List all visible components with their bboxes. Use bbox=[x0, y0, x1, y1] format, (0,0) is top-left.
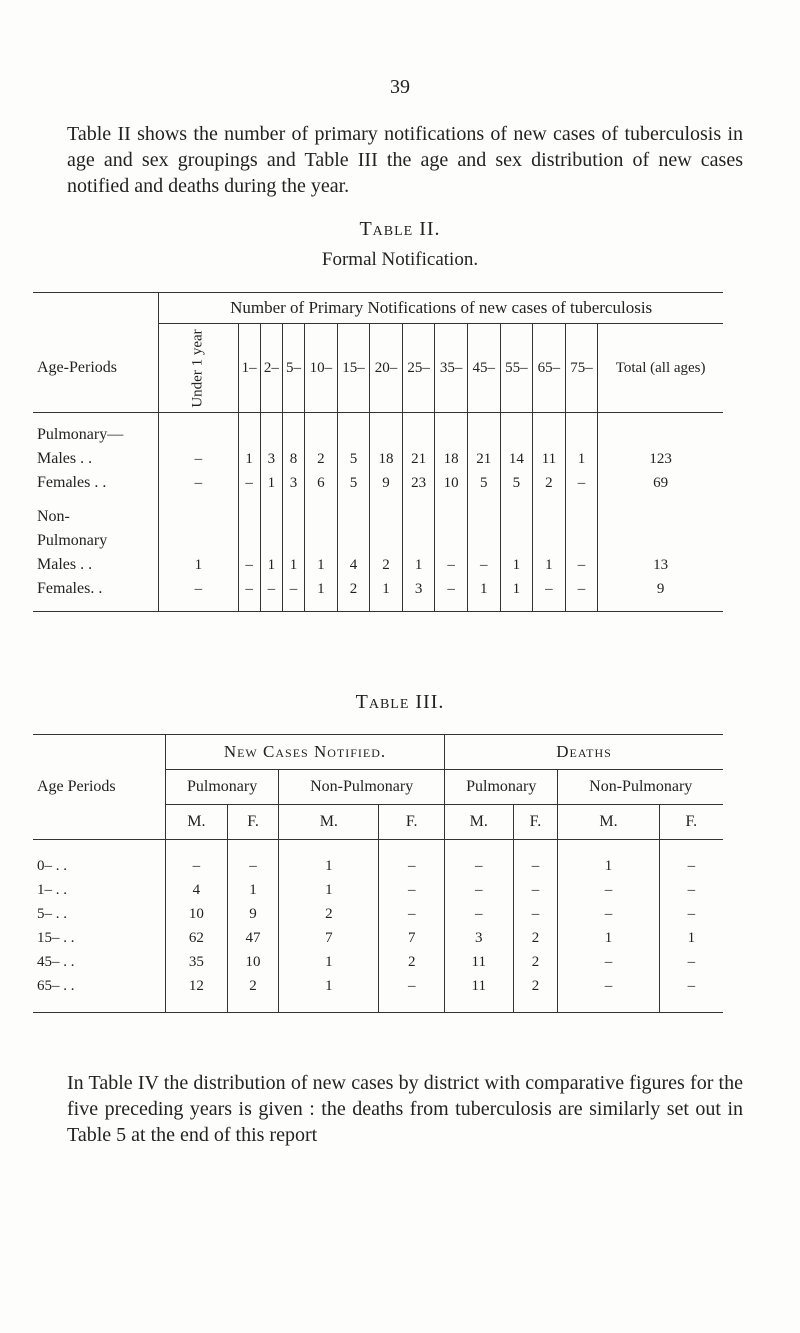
table3-row bbox=[33, 950, 723, 974]
table2-cell: 21 bbox=[402, 447, 435, 471]
table2-cell: – bbox=[565, 577, 598, 612]
table2-cell: 2 bbox=[370, 553, 403, 577]
table3-cell: 3 bbox=[445, 926, 513, 950]
table2-cell: – bbox=[159, 471, 238, 495]
table2-cell: 1 bbox=[260, 471, 282, 495]
table2-cell: 9 bbox=[370, 471, 403, 495]
table2-cell: 5 bbox=[467, 471, 500, 495]
table2-cell: 2 bbox=[305, 447, 338, 471]
table3-cell: – bbox=[659, 950, 723, 974]
table3-cell: 35 bbox=[165, 950, 227, 974]
table3-cell: – bbox=[227, 840, 279, 879]
table3-cell: 2 bbox=[513, 926, 558, 950]
table2-col-header-label: Under 1 year bbox=[189, 328, 206, 408]
table3-cell: – bbox=[513, 840, 558, 879]
table3-nc-pulmonary: Pulmonary bbox=[165, 770, 278, 805]
table3-cell: 1 bbox=[558, 840, 659, 879]
table2-cell-empty bbox=[238, 529, 260, 553]
table2-cell-empty bbox=[467, 495, 500, 529]
table2-cell-empty bbox=[305, 529, 338, 553]
table2-cell-empty bbox=[370, 413, 403, 448]
table3-deaths-header: Deaths bbox=[445, 735, 723, 770]
table3-sex-m: M. bbox=[165, 805, 227, 840]
table2-group-row bbox=[33, 413, 723, 448]
table2-cell: – bbox=[533, 577, 566, 612]
table2-cell-empty bbox=[467, 529, 500, 553]
table3-cell: – bbox=[379, 878, 445, 902]
table3-nc-non-pulmonary: Non-Pulmonary bbox=[279, 770, 445, 805]
table3-sex-m: M. bbox=[558, 805, 659, 840]
table2-cell-empty bbox=[533, 529, 566, 553]
table2-cell: 2 bbox=[533, 471, 566, 495]
intro-paragraph: Table II shows the number of primary notifications of new cases of tuberculosis in age and sex groupings and Table III the age and sex distribution of new cases notified and deaths during the year. bbox=[67, 123, 743, 197]
table2-cell-empty bbox=[305, 413, 338, 448]
table2-cell-empty bbox=[467, 413, 500, 448]
table2-cell: 1 bbox=[159, 553, 238, 577]
table2-row-label: Females. . bbox=[33, 577, 159, 612]
table2-cell: 5 bbox=[337, 471, 370, 495]
table3-cell: – bbox=[445, 902, 513, 926]
table2-cell: 69 bbox=[598, 471, 723, 495]
table3-new-cases-header: New Cases Notified. bbox=[165, 735, 444, 770]
closing-paragraph: In Table IV the distribution of new cases by district with comparative figures for the five preceding years is given : the deaths from tuberculosis are similarly set out in Table 5 at the end of this report bbox=[67, 1072, 743, 1146]
table2-cell-empty bbox=[337, 529, 370, 553]
table3-d-pulmonary: Pulmonary bbox=[445, 770, 558, 805]
table3-row-label: 0– . . bbox=[37, 857, 67, 874]
table2-cell: 3 bbox=[402, 577, 435, 612]
table3-cell: – bbox=[513, 878, 558, 902]
table3-row bbox=[33, 926, 723, 950]
table2-age-corner bbox=[33, 293, 159, 324]
table3-row bbox=[33, 974, 723, 1013]
table3-cell: 4 bbox=[165, 878, 227, 902]
table3-cell: 12 bbox=[165, 974, 227, 1013]
table2-cell-empty bbox=[282, 529, 304, 553]
table3-cell: 11 bbox=[445, 950, 513, 974]
table2-cell: – bbox=[435, 577, 468, 612]
table2-group-label-non-pulmonary: Pulmonary bbox=[37, 532, 108, 549]
table2-cell: 3 bbox=[282, 471, 304, 495]
table3-row-label: 15– . . bbox=[37, 929, 75, 946]
table3-sex-m: M. bbox=[445, 805, 513, 840]
table3-cell: 2 bbox=[379, 950, 445, 974]
table3-cell: 47 bbox=[227, 926, 279, 950]
table2-col-header: 20– bbox=[370, 324, 403, 413]
table3-cell: – bbox=[659, 974, 723, 1013]
table3-cell: – bbox=[558, 902, 659, 926]
table2-title: Table II. bbox=[359, 218, 441, 240]
table3-sex-f: F. bbox=[659, 805, 723, 840]
table2-cell-empty bbox=[260, 495, 282, 529]
table2-cell: 1 bbox=[305, 577, 338, 612]
table3-cell: 1 bbox=[227, 878, 279, 902]
table2-cell: 1 bbox=[305, 553, 338, 577]
table2 bbox=[33, 292, 723, 612]
table2-cell-empty bbox=[435, 529, 468, 553]
table2-cell: 18 bbox=[370, 447, 403, 471]
table2-group-label-pulmonary: Pulmonary— bbox=[37, 426, 124, 443]
table2-cell-empty bbox=[500, 413, 533, 448]
table2-cell: – bbox=[238, 553, 260, 577]
table3-cell: – bbox=[165, 840, 227, 879]
table2-cell: 1 bbox=[500, 577, 533, 612]
table2-cell: 23 bbox=[402, 471, 435, 495]
table2-cell: 4 bbox=[337, 553, 370, 577]
table2-row bbox=[33, 577, 723, 612]
table3-cell: – bbox=[558, 878, 659, 902]
table2-row-label: Males . . bbox=[37, 450, 93, 467]
table3-cell: 2 bbox=[227, 974, 279, 1013]
table2-cell-empty bbox=[402, 529, 435, 553]
table3-cell: – bbox=[379, 840, 445, 879]
table2-cell: 13 bbox=[598, 553, 723, 577]
table2-cell-empty bbox=[282, 495, 304, 529]
table3-cell: – bbox=[379, 974, 445, 1013]
table2-cell-empty bbox=[260, 413, 282, 448]
table2-cell: 8 bbox=[282, 447, 304, 471]
table2-cell: 14 bbox=[500, 447, 533, 471]
table2-cell-empty bbox=[598, 529, 723, 553]
table3-cell: 1 bbox=[279, 878, 379, 902]
table2-subtitle: Formal Notification. bbox=[321, 249, 479, 270]
table3-cell: 1 bbox=[279, 840, 379, 879]
table2-cell: 9 bbox=[598, 577, 723, 612]
table3-cell: 62 bbox=[165, 926, 227, 950]
table3-row bbox=[33, 902, 723, 926]
table2-cell: 18 bbox=[435, 447, 468, 471]
table2-cell-empty bbox=[260, 529, 282, 553]
table2-cell-empty bbox=[370, 529, 403, 553]
table2-cell: – bbox=[238, 471, 260, 495]
table2-cell: 1 bbox=[238, 447, 260, 471]
table3-cell: 2 bbox=[279, 902, 379, 926]
table3-sex-m: M. bbox=[279, 805, 379, 840]
page-number: 39 bbox=[390, 76, 410, 98]
table2-cell: 1 bbox=[260, 553, 282, 577]
table2-col-header: 1– bbox=[238, 324, 260, 413]
table3-row-label: 45– . . bbox=[37, 953, 75, 970]
table2-group-row bbox=[33, 529, 723, 553]
table2-age-header: Age-Periods bbox=[33, 324, 159, 413]
table2-col-header: 10– bbox=[305, 324, 338, 413]
table2-cell-empty bbox=[533, 413, 566, 448]
table2-col-header: 25– bbox=[402, 324, 435, 413]
table2-cell-empty bbox=[435, 495, 468, 529]
table3-cell: 7 bbox=[279, 926, 379, 950]
table3-cell: 2 bbox=[513, 974, 558, 1013]
table3-row bbox=[33, 840, 723, 879]
table3-cell: – bbox=[659, 840, 723, 879]
table2-row-label: Males . . bbox=[37, 556, 93, 573]
table2-cell-empty bbox=[337, 495, 370, 529]
table2-row-label: Females . . bbox=[37, 474, 107, 491]
table3-d-non-pulmonary: Non-Pulmonary bbox=[558, 770, 723, 805]
table3-title: Table III. bbox=[355, 691, 445, 713]
table2-row bbox=[33, 447, 723, 471]
table3-cell: 7 bbox=[379, 926, 445, 950]
table2-cell-empty bbox=[402, 413, 435, 448]
table3-cell: 11 bbox=[445, 974, 513, 1013]
table2-cell: 1 bbox=[370, 577, 403, 612]
table3-cell: 1 bbox=[659, 926, 723, 950]
table2-col-header: 65– bbox=[533, 324, 566, 413]
table2-col-header: 15– bbox=[337, 324, 370, 413]
table2-cell: 123 bbox=[598, 447, 723, 471]
table3-cell: 1 bbox=[279, 950, 379, 974]
table2-cell-empty bbox=[565, 413, 598, 448]
table2-cell: 1 bbox=[500, 553, 533, 577]
table2-cell-empty bbox=[565, 495, 598, 529]
table2-col-header: 2– bbox=[260, 324, 282, 413]
table3-sex-f: F. bbox=[513, 805, 558, 840]
table2-col-header: 5– bbox=[282, 324, 304, 413]
table3-cell: – bbox=[513, 902, 558, 926]
table2-span-header: Number of Primary Notifications of new cases of tuberculosis bbox=[159, 293, 723, 324]
table2-cell: – bbox=[467, 553, 500, 577]
table2-col-header: 35– bbox=[435, 324, 468, 413]
table2-cell: – bbox=[565, 471, 598, 495]
table2-cell: 1 bbox=[402, 553, 435, 577]
table2-cell-empty bbox=[500, 495, 533, 529]
table3 bbox=[33, 734, 723, 1013]
table2-cell-empty bbox=[159, 529, 238, 553]
table2-cell-empty bbox=[159, 495, 238, 529]
table3-cell: 1 bbox=[558, 926, 659, 950]
table2-cell: 1 bbox=[282, 553, 304, 577]
table2-group-row bbox=[33, 495, 723, 529]
table2-cell: – bbox=[238, 577, 260, 612]
table2-cell-empty bbox=[282, 413, 304, 448]
table2-cell: – bbox=[159, 447, 238, 471]
table3-row bbox=[33, 878, 723, 902]
table2-cell: 21 bbox=[467, 447, 500, 471]
table3-cell: 10 bbox=[165, 902, 227, 926]
table2-cell: 1 bbox=[467, 577, 500, 612]
table2-cell: 6 bbox=[305, 471, 338, 495]
table2-cell: 10 bbox=[435, 471, 468, 495]
table2-group-label-non-pulmonary: Non- bbox=[37, 508, 70, 525]
table2-cell: 3 bbox=[260, 447, 282, 471]
table3-cell: 2 bbox=[513, 950, 558, 974]
table2-cell-empty bbox=[337, 413, 370, 448]
table2-col-header bbox=[159, 324, 238, 413]
table3-row-label: 1– . . bbox=[37, 881, 67, 898]
table3-cell: 1 bbox=[279, 974, 379, 1013]
table2-cell-empty bbox=[370, 495, 403, 529]
table2-cell: 11 bbox=[533, 447, 566, 471]
table2-row bbox=[33, 471, 723, 495]
table2-cell: 5 bbox=[337, 447, 370, 471]
table2-cell-empty bbox=[402, 495, 435, 529]
table3-row-label: 65– . . bbox=[33, 974, 165, 1013]
table2-row bbox=[33, 553, 723, 577]
table3-sex-f: F. bbox=[227, 805, 279, 840]
table2-cell-empty bbox=[500, 529, 533, 553]
table2-col-header: 55– bbox=[500, 324, 533, 413]
table2-col-header: 45– bbox=[467, 324, 500, 413]
table2-cell: – bbox=[565, 553, 598, 577]
table2-cell-empty bbox=[305, 495, 338, 529]
table3-row-label: 5– . . bbox=[37, 905, 67, 922]
table2-cell-empty bbox=[238, 413, 260, 448]
table2-cell: – bbox=[435, 553, 468, 577]
table3-cell: – bbox=[445, 840, 513, 879]
table2-cell-empty bbox=[598, 495, 723, 529]
table2-cell: – bbox=[282, 577, 304, 612]
table3-cell: – bbox=[558, 950, 659, 974]
table2-cell: 1 bbox=[533, 553, 566, 577]
table2-cell-empty bbox=[435, 413, 468, 448]
table3-sex-f: F. bbox=[379, 805, 445, 840]
table2-cell-empty bbox=[533, 495, 566, 529]
table2-cell: 5 bbox=[500, 471, 533, 495]
table2-cell: 2 bbox=[337, 577, 370, 612]
table3-cell: 9 bbox=[227, 902, 279, 926]
table3-cell: – bbox=[445, 878, 513, 902]
table2-cell: – bbox=[260, 577, 282, 612]
table3-cell: 10 bbox=[227, 950, 279, 974]
table2-cell-empty bbox=[159, 413, 238, 448]
table2-cell-empty bbox=[238, 495, 260, 529]
table3-cell: – bbox=[659, 902, 723, 926]
table3-cell: – bbox=[558, 974, 659, 1013]
table2-col-header: Total (all ages) bbox=[598, 324, 723, 413]
table2-cell-empty bbox=[565, 529, 598, 553]
table3-cell: – bbox=[659, 878, 723, 902]
table2-cell-empty bbox=[598, 413, 723, 448]
table2-cell: – bbox=[159, 577, 238, 612]
table3-cell: – bbox=[379, 902, 445, 926]
table2-cell: 1 bbox=[565, 447, 598, 471]
table2-col-header: 75– bbox=[565, 324, 598, 413]
table3-age-header: Age Periods bbox=[33, 735, 165, 840]
